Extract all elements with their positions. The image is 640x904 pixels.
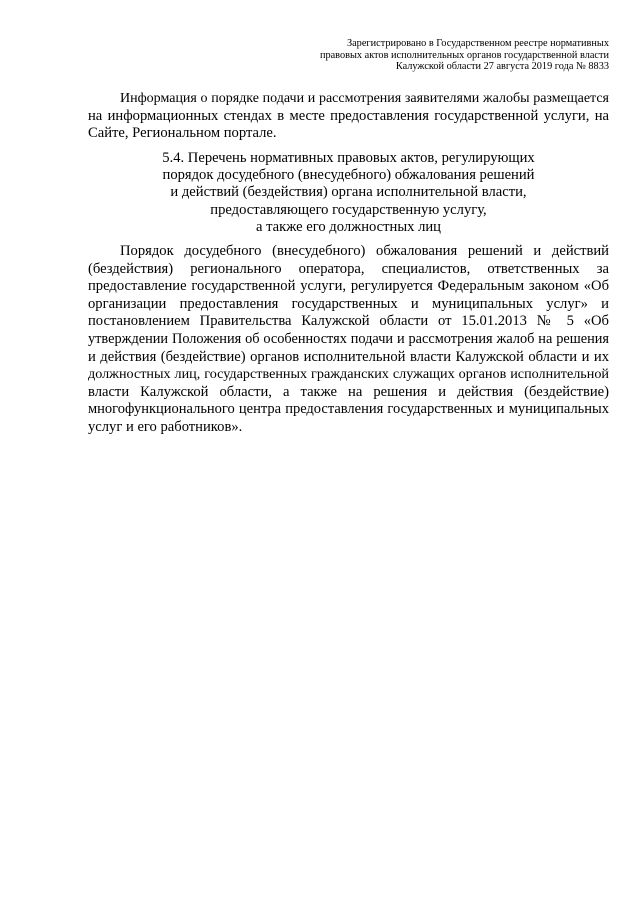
paragraph-line: и действия (бездействие) органов исполнительной власти Калужской области и их	[88, 348, 609, 365]
paragraph-line: на информационных стендах в месте предоставления государственной услуги, на	[88, 107, 609, 124]
paragraph-line: (бездействия) регионального оператора, специалистов, ответственных за	[88, 260, 609, 277]
paragraph-line: власти Калужской области, а также на решения и действия (бездействие)	[88, 383, 609, 400]
section-heading	[88, 150, 609, 236]
paragraph-line: постановлением Правительства Калужской области от 15.01.2013 № 5 «Об	[88, 313, 609, 330]
heading-line: 5.4. Перечень нормативных правовых актов, регулирующих	[162, 150, 535, 166]
stamp-line: Калужской области 27 августа 2019 года № 8833	[395, 61, 609, 73]
paragraph-line: Порядок досудебного (внесудебного) обжалования решений и действий	[120, 243, 609, 259]
paragraph-line: должностных лиц, государственных гражданских служащих органов исполнительной	[88, 366, 609, 383]
registration-stamp	[249, 38, 609, 73]
paragraph-line: Сайте, Региональном портале.	[88, 125, 277, 142]
paragraph-line: услуг и его работников».	[88, 418, 243, 435]
paragraph-line: многофункционального центра предоставления государственных и муниципальных	[88, 401, 609, 418]
heading-line: порядок досудебного (внесудебного) обжалования решений	[162, 167, 535, 184]
paragraph-line: предоставление государственной услуги, регулируется Федеральным законом «Об	[88, 278, 609, 295]
heading-line: и действий (бездействия) органа исполнительной власти,	[170, 184, 527, 201]
heading-line: а также его должностных лиц	[256, 218, 441, 235]
paragraph-line: Информация о порядке подачи и рассмотрения заявителями жалобы размещается	[120, 91, 609, 106]
stamp-line: Зарегистрировано в Государственном реестре нормативных	[346, 38, 609, 49]
heading-line: предоставляющего государственную услугу,	[210, 201, 487, 218]
paragraph-line: организации предоставления государственных и муниципальных услуг» и	[88, 295, 609, 312]
paragraph-complaint-info	[88, 90, 609, 143]
paragraph-line: утверждении Положения об особенностях подачи и рассмотрения жалоб на решения	[88, 330, 609, 347]
paragraph-appeal-procedure	[88, 243, 609, 437]
stamp-line: правовых актов исполнительных органов государственной власти	[319, 49, 609, 61]
